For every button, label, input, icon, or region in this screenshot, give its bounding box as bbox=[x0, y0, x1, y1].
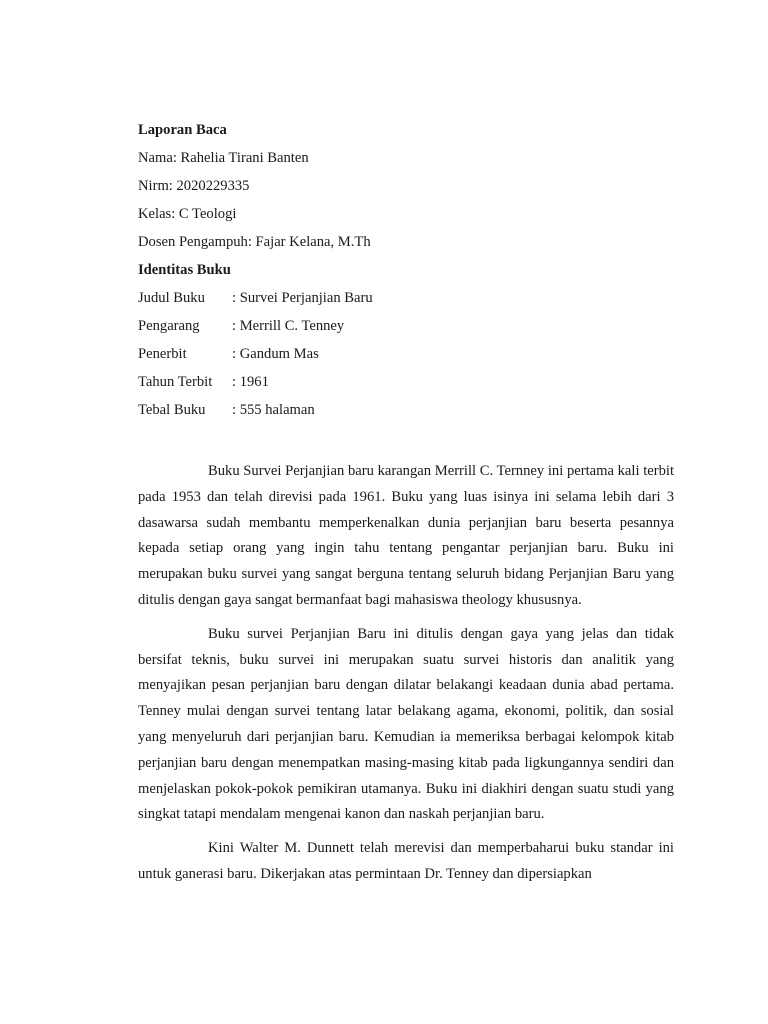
book-field-label: Tebal Buku bbox=[138, 402, 206, 418]
book-field-value: : Merrill C. Tenney bbox=[232, 318, 345, 334]
book-field-value: : 1961 bbox=[232, 374, 269, 390]
document-page bbox=[138, 116, 674, 888]
book-row-pages bbox=[138, 396, 674, 424]
body-paragraph: Buku Survei Perjanjian baru karangan Merrill C. Ternney ini pertama kali terbit pada 1953 dan telah direvisi pada 1961. Buku yang luas isinya ini selama lebih dari 3 dasawarsa sudah membantu memperkenalkan dunia perjanjian baru beserta pesannya kepada setiap orang yang ingin tahu tentang pengantar perjanjian baru. Buku ini merupakan buku survei yang sangat berguna tentang seluruh bidang Perjanjian Baru yang ditulis dengan gaya sangat bermanfaat bagi mahasiswa theology khususnya. bbox=[138, 463, 674, 608]
book-field-value: : Gandum Mas bbox=[232, 346, 319, 362]
report-title: Laporan Baca bbox=[138, 122, 227, 138]
book-field-value: : 555 halaman bbox=[232, 402, 315, 418]
student-nirm: Nirm: 2020229335 bbox=[138, 178, 250, 194]
book-field-label: Judul Buku bbox=[138, 290, 205, 306]
book-row-title bbox=[138, 284, 674, 312]
book-row-publisher bbox=[138, 340, 674, 368]
body-paragraph: Kini Walter M. Dunnett telah merevisi dan memperbaharui buku standar ini untuk ganerasi baru. Dikerjakan atas permintaan Dr. Tenney dan dipersiapkan bbox=[138, 840, 674, 882]
book-row-year bbox=[138, 368, 674, 396]
book-field-label: Pengarang bbox=[138, 318, 200, 334]
book-field-label: Tahun Terbit bbox=[138, 374, 213, 390]
student-class: Kelas: C Teologi bbox=[138, 206, 237, 222]
student-name: Nama: Rahelia Tirani Banten bbox=[138, 150, 309, 166]
book-field-value: : Survei Perjanjian Baru bbox=[232, 290, 373, 306]
book-row-author bbox=[138, 312, 674, 340]
book-field-label: Penerbit bbox=[138, 346, 187, 362]
book-identity-heading: Identitas Buku bbox=[138, 262, 231, 278]
lecturer: Dosen Pengampuh: Fajar Kelana, M.Th bbox=[138, 234, 371, 250]
body-paragraph: Buku survei Perjanjian Baru ini ditulis dengan gaya yang jelas dan tidak bersifat teknis, buku survei ini merupakan suatu survei historis dan analitik yang menyajikan pesan perjanjian baru dengan dilatar belakangi keadaan dunia abad pertama. Tenney mulai dengan survei tentang latar belakang agama, ekonomi, politik, dan sosial yang menyeluruh dari perjanjian baru. Kemudian ia memeriksa berbagai kelompok kitab perjanjian baru dengan menempatkan masing-masing kitab pada ligkungannya sendiri dan menjelaskan pokok-pokok pemikiran utamanya. Buku ini diakhiri dengan suatu studi yang singkat tatapi mendalam mengenai kanon dan naskah perjanjian baru. bbox=[138, 625, 674, 823]
